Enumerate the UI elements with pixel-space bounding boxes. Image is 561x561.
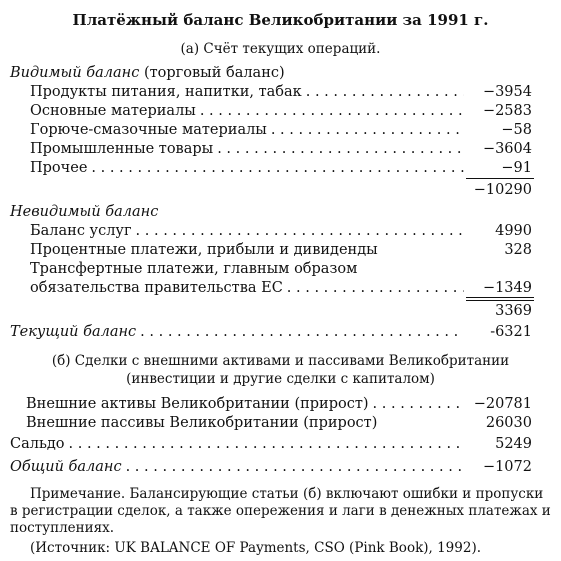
visible-balance-heading-italic: Видимый баланс	[10, 65, 140, 81]
invisible-item-row	[30, 241, 468, 259]
visible-balance-heading-rest: (торговый баланс)	[143, 65, 285, 81]
invisible-item-value: 4990	[495, 223, 532, 239]
external-row	[26, 395, 468, 413]
external-label: Внешние активы Великобритании (прирост)	[26, 396, 369, 412]
visible-item-value: −58	[501, 122, 532, 138]
saldo-row	[10, 435, 468, 453]
visible-total: −10290	[473, 182, 532, 198]
section-b-subheading: (инвестиции и другие сделки с капиталом)	[126, 371, 435, 387]
invisible-total: 3369	[495, 303, 532, 319]
visible-item-row	[30, 83, 468, 101]
note-line-3: поступлениях.	[10, 520, 115, 536]
overall-balance-value: −1072	[482, 459, 532, 475]
saldo-value: 5249	[495, 436, 532, 452]
note-line-1: Примечание. Балансирующие статьи (б) включают ошибки и пропуски	[30, 486, 544, 502]
visible-item-label: Горюче-смазочные материалы	[30, 122, 267, 138]
visible-item-label: Промышленные товары	[30, 141, 214, 157]
current-balance-row	[10, 323, 468, 341]
transfer-label-line1: Трансфертные платежи, главным образом	[30, 261, 358, 277]
visible-item-value: −2583	[482, 103, 532, 119]
visible-item-value: −91	[501, 160, 532, 176]
visible-item-label: Продукты питания, напитки, табак	[30, 84, 302, 100]
transfer-value: −1349	[482, 280, 532, 296]
invisible-item-label: Процентные платежи, прибыли и дивиденды	[30, 242, 378, 258]
invisible-item-value: 328	[504, 242, 532, 258]
visible-balance-heading	[10, 64, 285, 82]
subtotal-rule	[466, 300, 534, 301]
external-value: −20781	[473, 396, 532, 412]
overall-balance-row	[10, 458, 468, 476]
invisible-item-row	[30, 279, 468, 297]
saldo-label: Сальдо	[10, 436, 65, 452]
source-citation: (Источник: UK BALANCE OF Payments, CSO (Pink Book), 1992).	[30, 540, 482, 556]
transfer-label-line2: обязательства правительства ЕС	[30, 280, 283, 296]
section-b-heading: (б) Сделки с внешними активами и пассивами Великобритании	[51, 353, 510, 369]
current-balance-value: -6321	[490, 324, 532, 340]
subtotal-rule	[466, 297, 534, 298]
visible-item-row	[30, 140, 468, 158]
section-a-heading: (а) Счёт текущих операций.	[180, 41, 381, 57]
visible-item-label: Основные материалы	[30, 103, 196, 119]
subtotal-rule	[466, 178, 534, 179]
visible-item-row	[30, 159, 468, 177]
external-row	[26, 414, 468, 432]
visible-item-row	[30, 102, 468, 120]
visible-item-label: Прочее	[30, 160, 88, 176]
visible-item-row	[30, 121, 468, 139]
external-value: 26030	[485, 415, 532, 431]
external-label: Внешние пассивы Великобритании (прирост)	[26, 415, 378, 431]
invisible-item-row	[30, 222, 468, 240]
document-title: Платёжный баланс Великобритании за 1991 г.	[72, 11, 489, 29]
note-line-2: в регистрации сделок, а также опережения и лаги в денежных платежах и	[10, 503, 551, 519]
current-balance-label: Текущий баланс	[10, 324, 137, 340]
invisible-balance-heading: Невидимый баланс	[10, 204, 159, 220]
invisible-item-label: Баланс услуг	[30, 223, 132, 239]
overall-balance-label: Общий баланс	[10, 459, 122, 475]
visible-item-value: −3604	[482, 141, 532, 157]
visible-item-value: −3954	[482, 84, 532, 100]
